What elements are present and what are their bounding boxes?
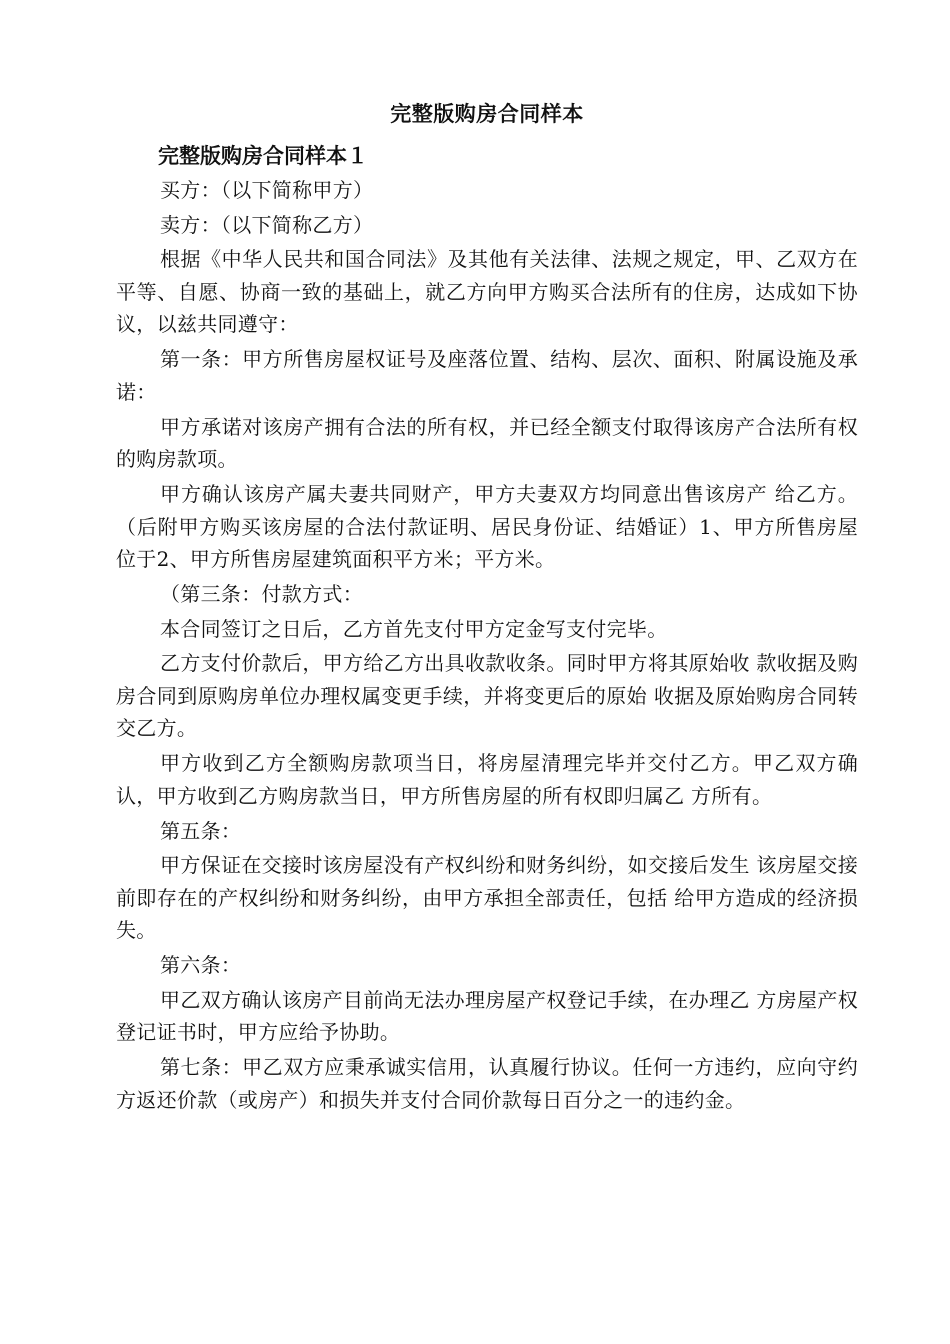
paragraph-buyer: 买方：（以下简称甲方） (160, 178, 374, 202)
paragraph-article-5: 第五条： (160, 818, 242, 843)
paragraph-article-6: 第六条： (160, 953, 242, 977)
document-page (116, 98, 858, 1119)
paragraph-article-3: （第三条：付款方式： (160, 582, 363, 606)
paragraph-joint-property: 甲方确认该房产属夫妻共同财产，甲方夫妻双方均同意出售该房产 给乙方。（后附甲方购买该房屋的合法付款证明、居民身份证、结婚证）1、甲方所售房屋位于2、甲方所售房屋建筑面积平方米；平方米。 (116, 482, 858, 571)
paragraph-article-7: 第七条：甲乙双方应秉承诚实信用，认真履行协议。任何一方违约，应向守约方返还价款（或房产）和损失并支付合同价款每日百分之一的违约金。 (116, 1055, 858, 1112)
document-title: 完整版购房合同样本 (390, 101, 584, 126)
paragraph-guarantee: 甲方保证在交接时该房屋没有产权纠纷和财务纠纷，如交接后发生 该房屋交接前即存在的产权纠纷和财务纠纷，由甲方承担全部责任，包括 给甲方造成的经济损失。 (116, 853, 858, 942)
paragraph-preamble: 根据《中华人民共和国合同法》及其他有关法律、法规之规定，甲、乙双方在平等、自愿、协商一致的基础上，就乙方向甲方购买合法所有的住房，达成如下协议，以兹共同遵守： (116, 247, 858, 336)
paragraph-article-1: 第一条：甲方所售房屋权证号及座落位置、结构、层次、面积、附属设施及承诺： (116, 347, 858, 404)
paragraph-deposit: 本合同签订之日后，乙方首先支付甲方定金写支付完毕。 (160, 616, 668, 641)
paragraph-handover: 甲方收到乙方全额购房款项当日，将房屋清理完毕并交付乙方。甲乙双方确 认，甲方收到乙方购房款当日，甲方所售房屋的所有权即归属乙 方所有。 (116, 751, 858, 808)
document-subtitle: 完整版购房合同样本１ (158, 143, 368, 168)
paragraph-receipt: 乙方支付价款后，甲方给乙方出具收款收条。同时甲方将其原始收 款收据及购房合同到原购房单位办理权属变更手续，并将变更后的原始 收据及原始购房合同转交乙方。 (116, 651, 858, 740)
paragraph-seller: 卖方：（以下简称乙方） (160, 212, 374, 237)
paragraph-registration: 甲乙双方确认该房产目前尚无法办理房屋产权登记手续，在办理乙 方房屋产权登记证书时，甲方应给予协助。 (116, 987, 858, 1044)
paragraph-ownership-promise: 甲方承诺对该房产拥有合法的所有权，并已经全额支付取得该房产合法所有权的购房款项。 (116, 414, 858, 471)
